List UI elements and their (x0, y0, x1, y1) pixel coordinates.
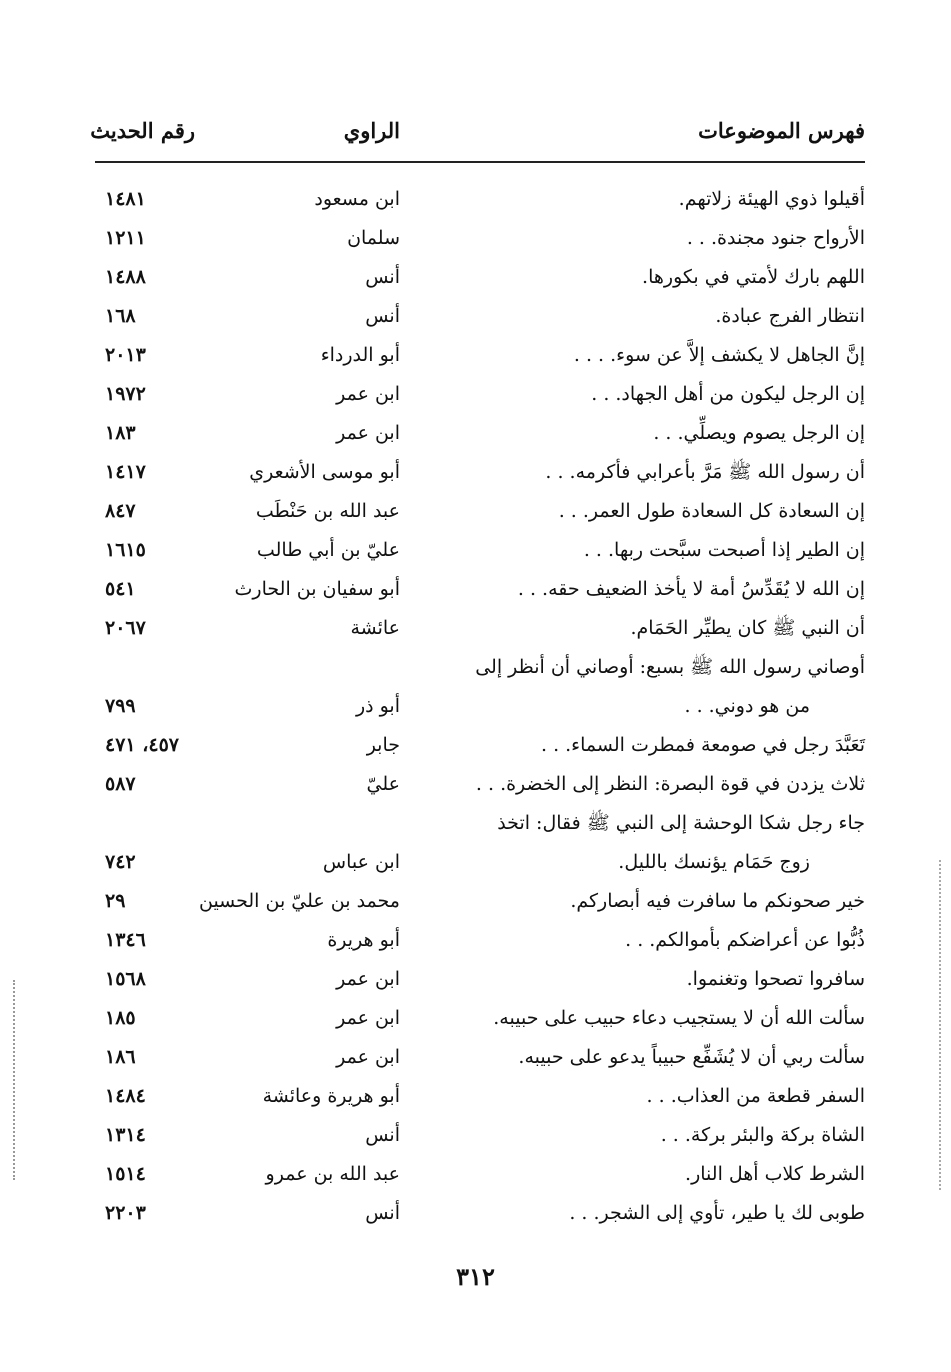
row-narrator: أنس (365, 1124, 400, 1146)
row-topic: السفر قطعة من العذاب. . . (646, 1085, 865, 1107)
row-topic: تَعَبَّدَ رجل في صومعة فمطرت السماء. . . (540, 734, 865, 756)
row-topic: إن الرجل ليكون من أهل الجهاد. . . (591, 383, 865, 405)
row-hadith-number: ١٢١١ (105, 227, 146, 249)
table-row (95, 492, 865, 531)
table-row (95, 999, 865, 1038)
table-row (95, 687, 865, 726)
row-topic: اللهم بارك لأمتي في بكورها. (642, 266, 865, 288)
table-row (95, 843, 865, 882)
table-row (95, 609, 865, 648)
row-narrator: ابن عباس (322, 851, 400, 873)
table-row (95, 180, 865, 219)
row-hadith-number: ٨٤٧ (105, 500, 136, 522)
table-row (95, 1116, 865, 1155)
row-hadith-number: ٢٩ (105, 890, 126, 912)
row-topic: الأرواح جنود مجندة. . . (686, 227, 865, 249)
row-narrator: عائشة (350, 617, 400, 639)
row-topic: أن رسول الله ﷺ مَرَّ بأعرابي فأكرمه. . . (545, 461, 865, 483)
row-narrator: أبو هريرة وعائشة (262, 1085, 400, 1107)
table-row (95, 921, 865, 960)
table-row (95, 297, 865, 336)
row-topic: سألت الله أن لا يستجيب دعاء حبيب على حبيبه. (493, 1007, 865, 1029)
row-narrator: سلمان (347, 227, 400, 249)
header-narrator: الراوي (343, 118, 400, 143)
row-hadith-number: ٥٨٧ (105, 773, 136, 795)
table-header (90, 118, 865, 158)
table-row (95, 375, 865, 414)
header-topics: فهرس الموضوعات (698, 118, 865, 143)
row-topic: إن السعادة كل السعادة طول العمر. . . (558, 500, 865, 522)
row-hadith-number: ١٣١٤ (105, 1124, 146, 1146)
row-narrator: ابن عمر (336, 968, 400, 990)
table-row (95, 648, 865, 687)
row-hadith-number: ٤٥٧، ٤٧١ (105, 734, 179, 756)
row-hadith-number: ٧٤٢ (105, 851, 136, 873)
row-hadith-number: ١٤١٧ (105, 461, 146, 483)
row-topic: أن النبي ﷺ كان يطيِّر الحَمَام. (630, 617, 865, 639)
row-hadith-number: ١٦١٥ (105, 539, 146, 561)
row-narrator: عليّ (366, 773, 400, 795)
row-topic: إنَّ الجاهل لا يكشف إلاَّ عن سوء. . . . (573, 344, 865, 366)
row-topic: سألت ربي أن لا يُشَفِّع حبيباً يدعو على حبيبه. (518, 1046, 865, 1068)
row-hadith-number: ٢٠٦٧ (105, 617, 146, 639)
table-row (95, 1077, 865, 1116)
row-narrator: عبد الله بن عمرو (265, 1163, 400, 1185)
row-hadith-number: ١٨٥ (105, 1007, 136, 1029)
row-topic: من هو دوني. . . (684, 695, 810, 717)
table-row (95, 882, 865, 921)
row-hadith-number: ١٦٨ (105, 305, 136, 327)
row-topic: طوبى لك يا طير، تأوي إلى الشجر. . . (569, 1202, 865, 1224)
row-narrator: عبد الله بن حَنْطَب (255, 500, 400, 522)
row-narrator: عليّ بن أبي طالب (256, 539, 400, 561)
row-hadith-number: ٢٠١٣ (105, 344, 146, 366)
table-row (95, 258, 865, 297)
row-topic: إن الرجل يصوم ويصلِّي. . . (653, 422, 865, 444)
row-narrator: أبو سفيان بن الحارث (234, 578, 400, 600)
row-narrator: ابن عمر (336, 1046, 400, 1068)
row-narrator: ابن عمر (336, 1007, 400, 1029)
table-row (95, 570, 865, 609)
row-hadith-number: ١٨٣ (105, 422, 136, 444)
row-hadith-number: ٢٢٠٣ (105, 1202, 146, 1224)
row-hadith-number: ١٤٨٤ (105, 1085, 146, 1107)
row-hadith-number: ١٥١٤ (105, 1163, 146, 1185)
table-row (95, 453, 865, 492)
row-hadith-number: ١٥٦٨ (105, 968, 146, 990)
row-narrator: أبو هريرة (327, 929, 400, 951)
row-narrator: أنس (365, 1202, 400, 1224)
row-hadith-number: ٥٤١ (105, 578, 136, 600)
row-narrator: أنس (365, 266, 400, 288)
header-rule (95, 161, 865, 163)
table-row (95, 414, 865, 453)
row-hadith-number: ١٤٨١ (105, 188, 146, 210)
row-topic: الشرط كلاب أهل النار. (685, 1163, 865, 1185)
index-table (95, 180, 865, 1233)
row-narrator: أبو الدرداء (320, 344, 400, 366)
table-row (95, 1155, 865, 1194)
row-topic: سافروا تصحوا وتغنموا. (686, 968, 865, 990)
table-row (95, 531, 865, 570)
scan-margin-dots (13, 980, 17, 1180)
row-narrator: أبو موسى الأشعري (249, 461, 400, 483)
row-narrator: ابن عمر (336, 422, 400, 444)
row-topic: ثلاث يزدن في قوة البصرة: النظر إلى الخضرة. . . (475, 773, 865, 795)
row-narrator: محمد بن عليّ بن الحسين (198, 890, 400, 912)
row-topic: زوج حَمَام يؤنسك بالليل. (618, 851, 810, 873)
table-row (95, 726, 865, 765)
table-row (95, 336, 865, 375)
row-topic: الشاة بركة والبئر بركة. . . (660, 1124, 865, 1146)
row-topic: أقيلوا ذوي الهيئة زلاتهم. (678, 188, 865, 210)
row-topic: ذُبُّوا عن أعراضكم بأموالكم. . . (625, 929, 865, 951)
row-narrator: جابر (366, 734, 400, 756)
table-row (95, 1038, 865, 1077)
page-number: ٣١٢ (456, 1262, 495, 1291)
table-row (95, 1194, 865, 1233)
row-topic: خير صحونكم ما سافرت فيه أبصاركم. (570, 890, 865, 912)
row-topic: إن الله لا يُقَدِّسُ أمة لا يأخذ الضعيف حقه. . . (517, 578, 865, 600)
scan-margin-dots (939, 860, 943, 1190)
table-row (95, 219, 865, 258)
row-narrator: أبو ذر (355, 695, 400, 717)
row-topic: أوصاني رسول الله ﷺ بسبع: أوصاني أن أنظر إلى (475, 656, 865, 678)
row-hadith-number: ١٤٨٨ (105, 266, 146, 288)
header-hadith-number: رقم الحديث (90, 118, 195, 143)
row-hadith-number: ١٩٧٢ (105, 383, 146, 405)
row-narrator: ابن عمر (336, 383, 400, 405)
row-narrator: ابن مسعود (314, 188, 400, 210)
row-hadith-number: ١٣٤٦ (105, 929, 146, 951)
table-row (95, 960, 865, 999)
row-hadith-number: ٧٩٩ (105, 695, 136, 717)
table-row (95, 804, 865, 843)
row-topic: جاء رجل شكا الوحشة إلى النبي ﷺ فقال: اتخذ (497, 812, 865, 834)
row-hadith-number: ١٨٦ (105, 1046, 136, 1068)
row-topic: انتظار الفرج عبادة. (715, 305, 865, 327)
row-narrator: أنس (365, 305, 400, 327)
table-row (95, 765, 865, 804)
row-topic: إن الطير إذا أصبحت سبَّحت ربها. . . (583, 539, 865, 561)
